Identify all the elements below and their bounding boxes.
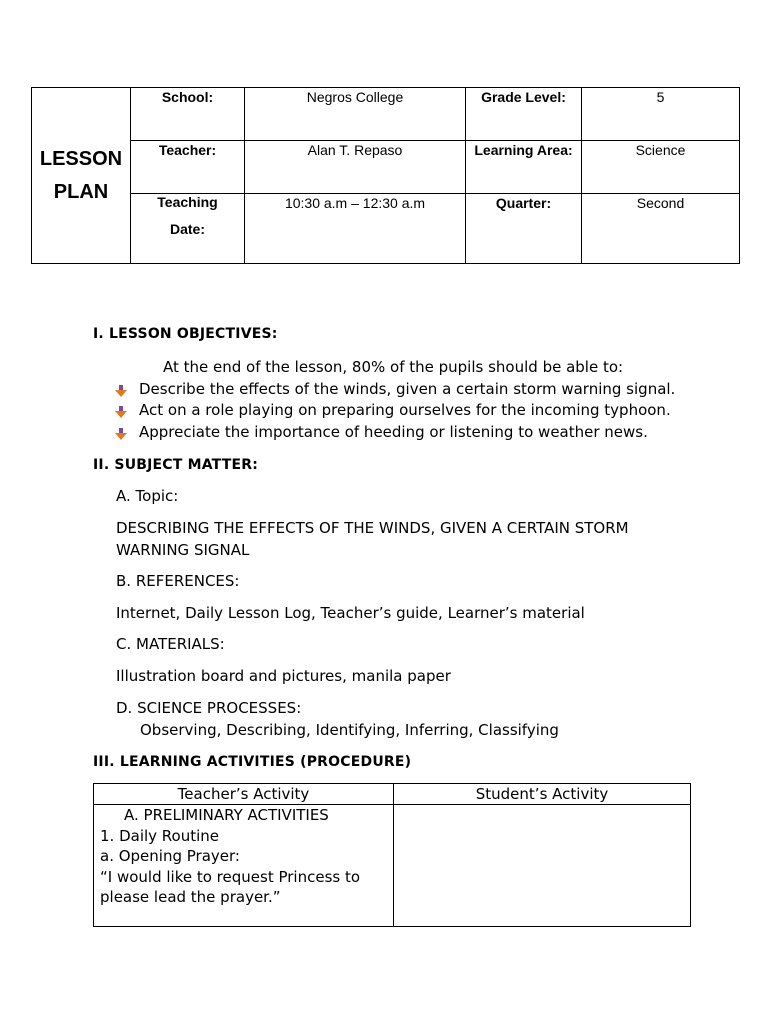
student-activity-header: Student’s Activity bbox=[394, 784, 691, 805]
school-label: School: bbox=[161, 89, 214, 105]
teacher-activity-header: Teacher’s Activity bbox=[94, 784, 394, 805]
subject-matter-heading: II. SUBJECT MATTER: bbox=[93, 457, 259, 473]
topic-line-1: DESCRIBING THE EFFECTS OF THE WINDS, GIVEN A CERTAIN STORM bbox=[116, 519, 629, 537]
references-label: B. REFERENCES: bbox=[116, 572, 240, 590]
teacher-activity-cell bbox=[94, 805, 394, 927]
grade-level-value: 5 bbox=[656, 89, 665, 105]
title-line-2: PLAN bbox=[53, 180, 109, 203]
grade-level-label: Grade Level: bbox=[481, 89, 566, 105]
lesson-plan-title bbox=[32, 88, 131, 264]
materials-value: Illustration board and pictures, manila paper bbox=[116, 667, 451, 685]
teaching-date-value: 10:30 a.m – 12:30 a.m bbox=[284, 195, 426, 211]
teaching-date-label bbox=[131, 188, 244, 243]
quarter-value: Second bbox=[636, 195, 685, 211]
teacher-value: Alan T. Repaso bbox=[307, 142, 403, 158]
objectives-intro: At the end of the lesson, 80% of the pupils should be able to: bbox=[163, 358, 624, 376]
orange-arrow-bullet-icon bbox=[114, 384, 128, 398]
learning-area-label: Learning Area: bbox=[474, 142, 573, 158]
activity-line: a. Opening Prayer: bbox=[100, 847, 240, 865]
objective-text: Act on a role playing on preparing ourselves for the incoming typhoon. bbox=[139, 401, 671, 419]
objectives-heading: I. LESSON OBJECTIVES: bbox=[93, 326, 278, 342]
objective-text: Describe the effects of the winds, given a certain storm warning signal. bbox=[139, 380, 676, 398]
learning-activities-table bbox=[93, 783, 691, 927]
orange-arrow-bullet-icon bbox=[114, 427, 128, 441]
orange-arrow-bullet-icon bbox=[114, 405, 128, 419]
learning-activities-heading: III. LEARNING ACTIVITIES (PROCEDURE) bbox=[93, 754, 412, 770]
learning-area-value: Science bbox=[635, 142, 686, 158]
activity-line: “I would like to request Princess to bbox=[100, 867, 361, 886]
references-value: Internet, Daily Lesson Log, Teacher’s guide, Learner’s material bbox=[116, 604, 585, 622]
quarter-label: Quarter: bbox=[495, 195, 552, 211]
teacher-label: Teacher: bbox=[158, 142, 217, 158]
science-processes-value: Observing, Describing, Identifying, Inferring, Classifying bbox=[140, 721, 559, 739]
teaching-date-label-line-1: Teaching bbox=[157, 194, 218, 210]
lesson-plan-header-table bbox=[31, 87, 740, 264]
title-line-1: LESSON bbox=[39, 147, 123, 170]
school-value: Negros College bbox=[306, 89, 404, 105]
student-activity-cell bbox=[394, 805, 691, 927]
materials-label: C. MATERIALS: bbox=[116, 635, 225, 653]
topic-line-2: WARNING SIGNAL bbox=[116, 541, 250, 559]
activity-line: 1. Daily Routine bbox=[100, 826, 220, 845]
science-processes-label: D. SCIENCE PROCESSES: bbox=[116, 699, 302, 717]
teaching-date-label-line-2: Date: bbox=[169, 221, 205, 237]
objective-text: Appreciate the importance of heeding or listening to weather news. bbox=[139, 423, 648, 441]
activity-line: A. PRELIMINARY ACTIVITIES bbox=[124, 806, 329, 824]
activity-line: please lead the prayer.” bbox=[100, 888, 281, 906]
topic-label: A. Topic: bbox=[116, 487, 179, 505]
